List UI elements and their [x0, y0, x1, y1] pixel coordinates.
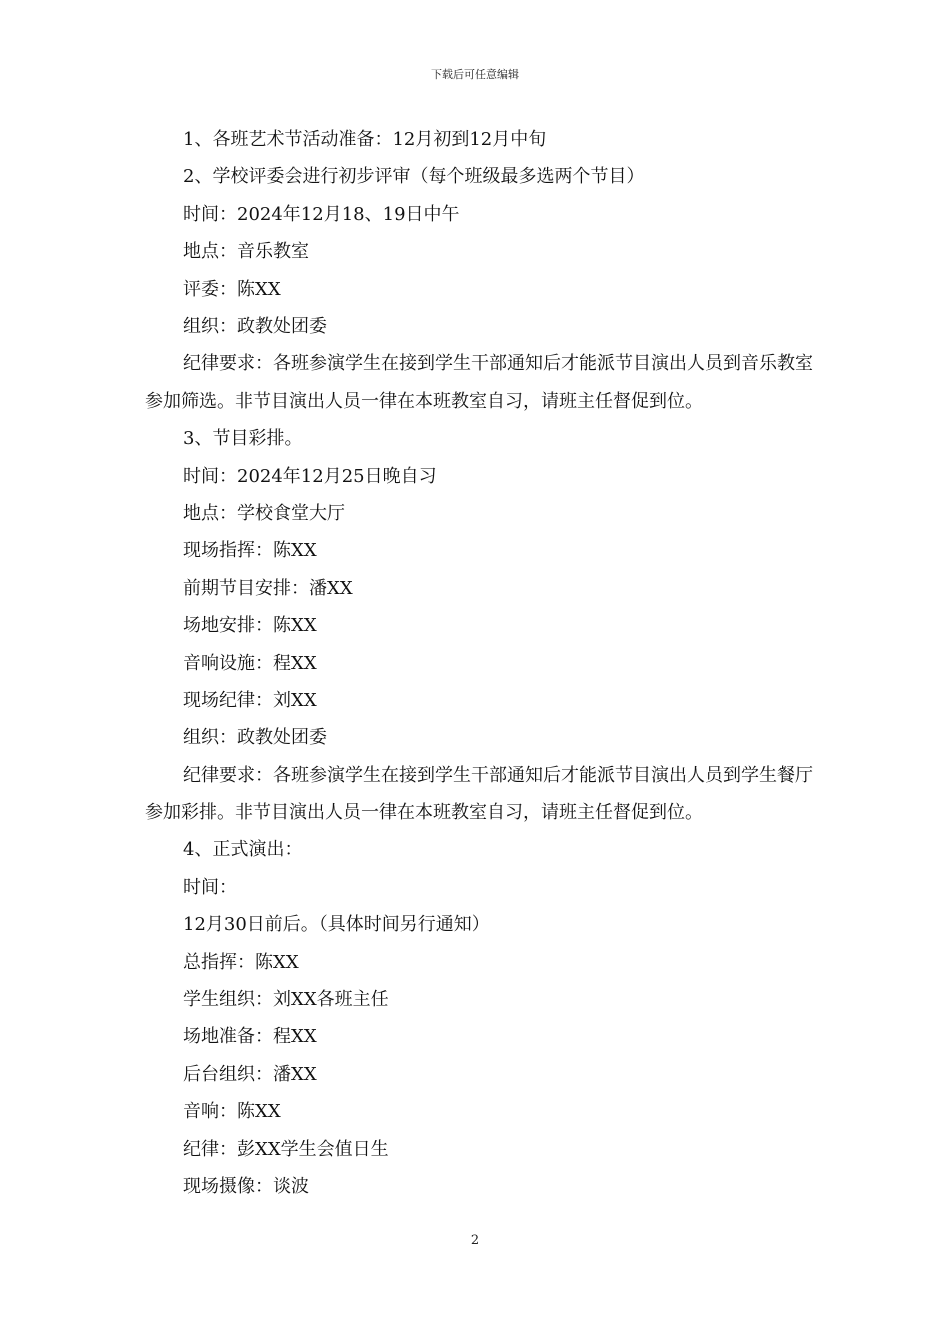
discipline-paragraph: 纪律要求：各班参演学生在接到学生干部通知后才能派节目演出人员到学生餐厅参加彩排。非节目演出人员一律在本班教室自习，请班主任督促到位。 [145, 764, 813, 824]
text-line: 后台组织：潘XX [183, 1063, 317, 1085]
text-line: 现场指挥：陈XX [183, 540, 317, 562]
text-line: 场地准备：程XX [183, 1026, 317, 1048]
text-line: 音响设施：程XX [183, 652, 317, 674]
list-item-3: 3、节目彩排。 [183, 428, 303, 450]
text-line: 地点：学校食堂大厅 [183, 502, 345, 524]
page-header: 下载后可任意编辑 [431, 68, 519, 81]
text-line: 场地安排：陈XX [183, 615, 317, 637]
text-line: 现场摄像：谈波 [183, 1176, 309, 1197]
text-line: 12月30日前后。（具体时间另行通知） [183, 914, 490, 936]
list-item-2: 2、学校评委会进行初步评审（每个班级最多选两个节目） [183, 166, 645, 188]
discipline-paragraph: 纪律要求：各班参演学生在接到学生干部通知后才能派节目演出人员到音乐教室参加筛选。非节目演出人员一律在本班教室自习，请班主任督促到位。 [145, 353, 813, 412]
text-line: 现场纪律：刘XX [183, 689, 317, 711]
text-line: 时间： [183, 876, 237, 898]
text-line: 总指挥：陈XX [183, 951, 299, 973]
text-line: 时间：2024年12月18、19日中午 [183, 203, 460, 225]
page-number: 2 [470, 1233, 480, 1248]
text-line: 前期节目安排：潘XX [183, 577, 353, 599]
text-line: 组织：政教处团委 [183, 727, 327, 749]
document-body [145, 121, 815, 1205]
list-item-4: 4、正式演出： [183, 839, 303, 861]
text-line: 地点：音乐教室 [183, 241, 309, 263]
text-line: 学生组织：刘XX各班主任 [183, 989, 389, 1011]
text-line: 纪律：彭XX学生会值日生 [183, 1138, 389, 1160]
text-line: 音响：陈XX [183, 1101, 281, 1123]
list-item-1: 1、各班艺术节活动准备：12月初到12月中旬 [183, 129, 547, 150]
text-line: 评委：陈XX [183, 278, 281, 300]
text-line: 组织：政教处团委 [183, 315, 327, 337]
text-line: 时间：2024年12月25日晚自习 [183, 465, 437, 487]
